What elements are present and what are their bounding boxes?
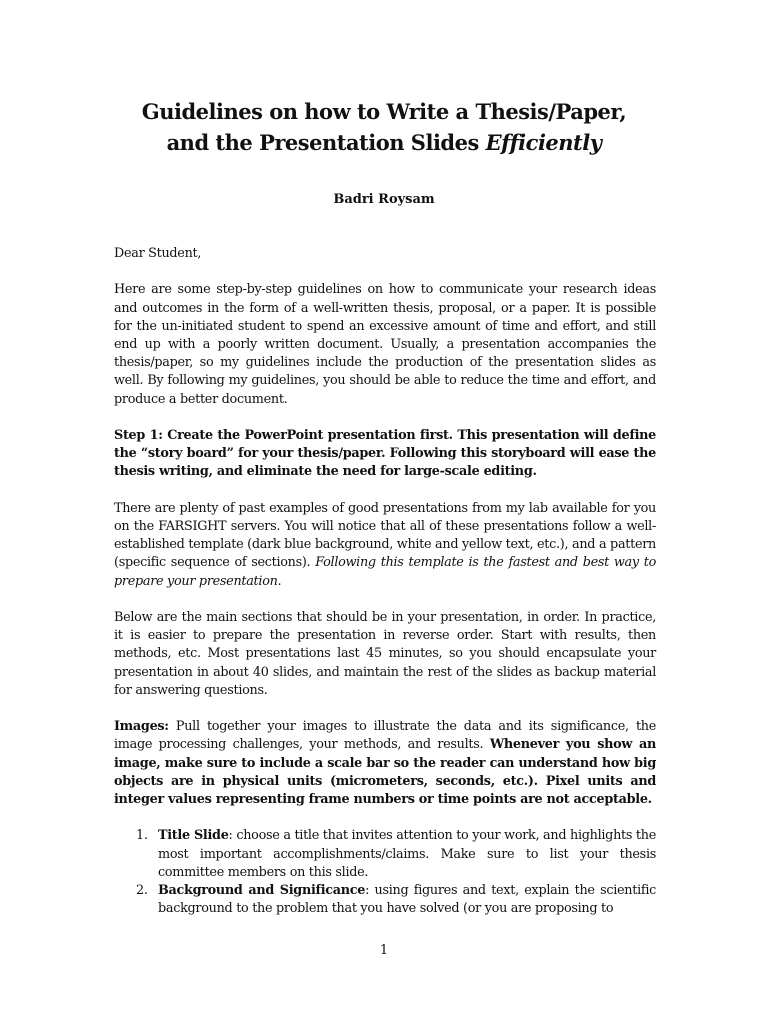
examples-end: . xyxy=(277,573,282,589)
images-label: Images: xyxy=(114,719,169,735)
list-item-label: Title Slide xyxy=(158,828,229,844)
title-line-2: and the Presentation Slides xyxy=(166,130,486,155)
list-item-number: 2. xyxy=(136,883,148,899)
author-name: Badri Roysam xyxy=(333,192,435,207)
list-item xyxy=(114,827,656,882)
list-item-text: : choose a title that invites attention to your work, and highlights the most important accomplishments/claims. Make sure to list your thesis committee members on this slide. xyxy=(158,828,656,880)
document-title xyxy=(60,96,708,158)
list-item-label: Background and Significance xyxy=(158,883,366,899)
page-number: 1 xyxy=(379,943,389,958)
sections-list xyxy=(114,827,656,918)
sections-intro-paragraph: Below are the main sections that should be in your presentation, in order. In practice, it is easier to prepare the presentation in reverse order. Start with results, then methods, etc. Most presentations last 45 minutes, so you should encapsulate your presentation in about 40 slides, and maintain the rest of the slides as backup material for answering questions. xyxy=(114,610,656,698)
list-item-text: : using figures and text, explain the scientific background to the problem that you have solved (or you are proposing to xyxy=(158,883,656,917)
examples-italic-text: Following this template is the fastest and best way to prepare your presentation xyxy=(114,555,656,589)
salutation: Dear Student, xyxy=(114,246,202,261)
intro-paragraph: Here are some step-by-step guidelines on how to communicate your research ideas and outcomes in the form of a well-written thesis, proposal, or a paper. It is possible for the un-initiated student to spend an excessive amount of time and effort, and still end up with a poorly written document. Usually, a presentation accompanies the thesis/paper, so my guidelines include the production of the presentation slides as well. By following my guidelines, you should be able to reduce the time and effort, and produce a better document. xyxy=(114,282,656,407)
images-paragraph xyxy=(114,718,656,809)
title-line-1: Guidelines on how to Write a Thesis/Paper, xyxy=(141,99,627,124)
examples-text: There are plenty of past examples of good presentations from my lab available for you on the FARSIGHT servers. You will notice that all of these presentations follow a well-established template (dark blue background, white and yellow text, etc.), and a pattern (specific sequence of sections). xyxy=(114,500,656,571)
list-item-number: 1. xyxy=(136,828,148,844)
images-text: Pull together your images to illustrate the data and its significance, the image processing challenges, your methods, and results. xyxy=(114,719,656,753)
images-bold-text: Whenever you show an image, make sure to include a scale bar so the reader can understand how big objects are in physical units (micrometers, seconds, etc.). Pixel units and integer values representing frame numbers or time points are not acceptable. xyxy=(114,737,656,808)
step-1-paragraph: Step 1: Create the PowerPoint presentation first. This presentation will define the “story board” for your thesis/paper. Following this storyboard will ease the thesis writing, and eliminate the need for large-scale editing. xyxy=(114,428,656,480)
examples-paragraph xyxy=(114,500,656,591)
list-item xyxy=(114,882,656,918)
title-emphasis: Efficiently xyxy=(485,130,602,155)
document-body xyxy=(114,245,656,918)
